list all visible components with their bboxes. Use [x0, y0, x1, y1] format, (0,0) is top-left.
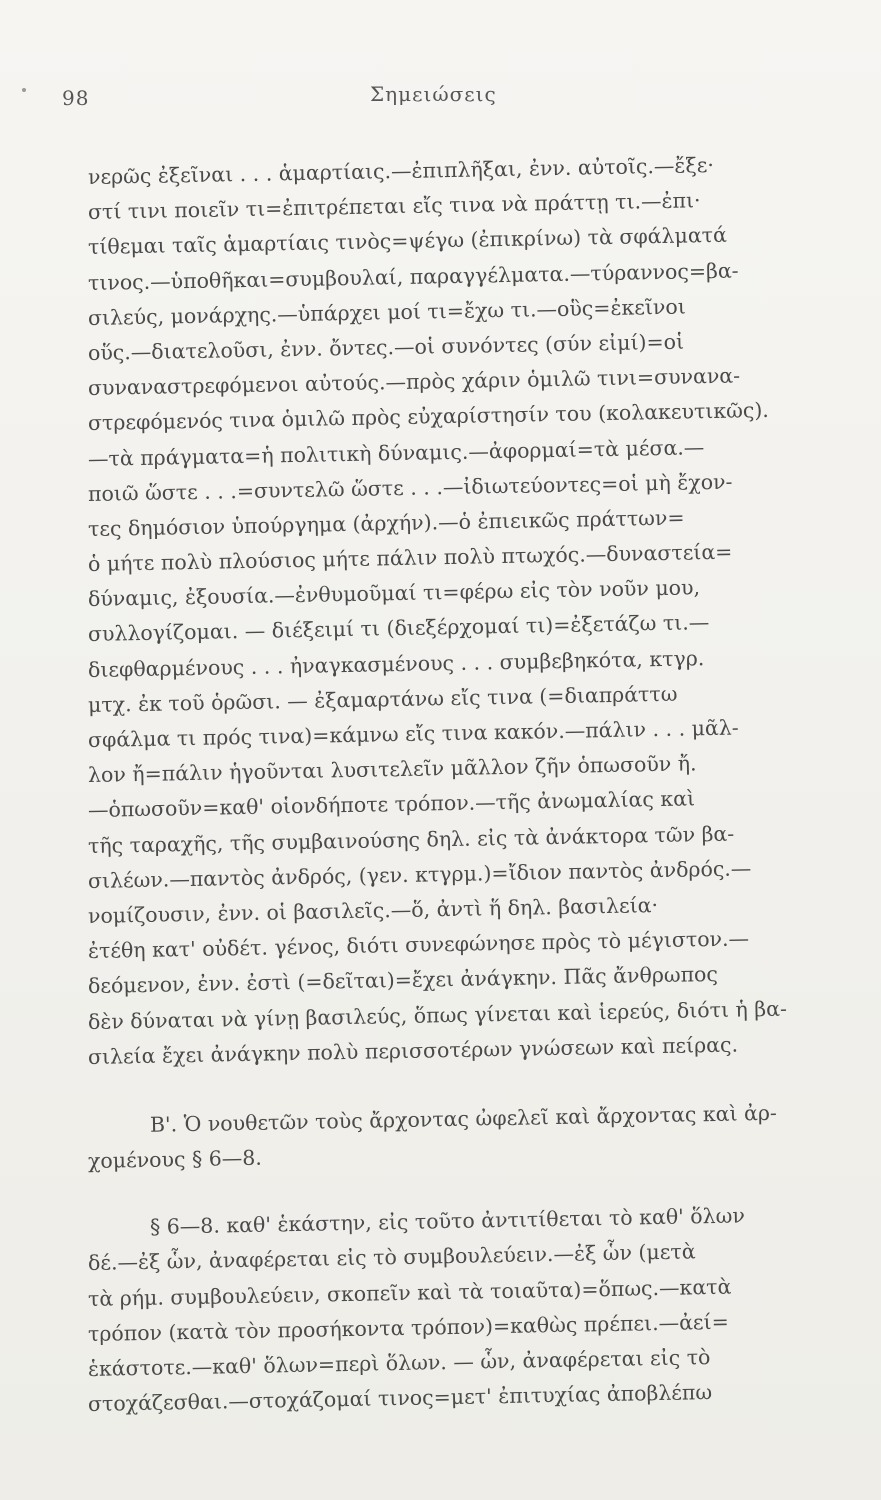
text-line: τὰ ρήμ. συμβουλεύειν, σκοπεῖν καὶ τὰ τοιαῦτα)=ὅπως.—κατὰ	[87, 1274, 732, 1311]
text-line: συναναστρεφόμενοι αὐτούς.—πρὸς χάριν ὁμιλῶ τινι=συνανα-	[87, 363, 741, 401]
text-line: ποιῶ ὥστε . . .=συντελῶ ὥστε . . .—ἰδιωτεύοντες=οἱ μὴ ἔχον-	[87, 469, 733, 506]
text-line: σιλέων.—παντὸς ἀνδρός, (γεν. κτγρμ.)=ἴδιον παντὸς ἀνδρός.—	[87, 856, 752, 893]
text-line: στί τινι ποιεῖν τι=ἐπιτρέπεται εἴς τινα νὰ πράττῃ τι.—ἐπι·	[87, 188, 701, 225]
text-line: λον ἤ=πάλιν ἡγοῦνται λυσιτελεῖν μᾶλλον ζῆν ὁπωσοῦν ἤ.	[87, 751, 697, 788]
text-line: δέ.—ἐξ ὧν, ἀναφέρεται εἰς τὸ συμβουλεύειν.—ἐξ ὧν (μετὰ	[87, 1239, 696, 1276]
text-line: τῆς ταραχῆς, τῆς συμβαινούσης δηλ. εἰς τὰ ἀνάκτορα τῶν βα-	[87, 821, 735, 858]
text-line: χομένους § 6—8.	[87, 1145, 263, 1174]
text-line: οὕς.—διατελοῦσι, ἐνν. ὄντες.—οἱ συνόντες (σύν εἰμί)=οἱ	[87, 329, 685, 365]
text-line: —ὁπωσοῦν=καθ' οἱονδήποτε τρόπον.—τῆς ἀνωμαλίας καὶ	[87, 786, 696, 823]
page-number: 98	[62, 86, 90, 110]
text-line: σιλεύς, μονάρχης.—ὑπάρχει μοί τι=ἔχω τι.—οὓς=ἐκεῖνοι	[87, 294, 686, 330]
text-line: τες δημόσιον ὑπούργημα (ἀρχήν).—ὁ ἐπιεικῶς πράττων=	[87, 505, 685, 541]
text-line: στοχάζεσθαι.—στοχάζομαί τινος=μετ' ἐπιτυχίας ἀποβλέπω	[87, 1380, 713, 1417]
margin-dot	[22, 88, 26, 92]
text-line: δὲν δύναται νὰ γίνῃ βασιλεύς, ὅπως γίνεται καὶ ἱερεύς, διότι ἡ βα-	[87, 996, 788, 1034]
text-line: νομίζουσιν, ἐνν. οἱ βασιλεῖς.—ὅ, ἀντὶ ἥ δηλ. βασιλεία·	[87, 892, 659, 928]
text-line: ὁ μήτε πολὺ πλούσιος μήτε πάλιν πολὺ πτωχός.—δυναστεία=	[87, 539, 733, 577]
running-head: Σημειώσεις	[370, 82, 497, 106]
text-line: τίθεμαι ταῖς ἁμαρτίαις τινὸς=ψέγω (ἐπικρίνω) τὰ σφάλματά	[87, 223, 728, 260]
text-line: δεόμενον, ἐνν. ἐστὶ (=δεῖται)=ἔχει ἀνάγκην. Πᾶς ἄνθρωπος	[87, 962, 719, 999]
text-line: στρεφόμενός τινα ὁμιλῶ πρὸς εὐχαρίστησίν του (κολακευτικῶς).	[87, 398, 770, 436]
text-line: § 6—8. καθ' ἑκάστην, εἰς τοῦτο ἀντιτίθεται τὸ καθ' ὅλων	[149, 1203, 746, 1240]
text-line: νερῶς ἐξεῖναι . . . ἁμαρτίαις.—ἐπιπλῆξαι, ἐνν. αὐτοῖς.—ἔξε·	[87, 152, 715, 189]
text-line: τινος.—ὑποθῆκαι=συμβουλαί, παραγγέλματα.—τύραννος=βα-	[87, 258, 739, 295]
text-line: ἑκάστοτε.—καθ' ὅλων=περὶ ὅλων. — ὧν, ἀναφέρεται εἰς τὸ	[87, 1345, 711, 1381]
text-line: σιλεία ἔχει ἀνάγκην πολὺ περισσοτέρων γνώσεων καὶ πείρας.	[87, 1032, 739, 1069]
notes-body	[87, 152, 843, 1422]
section-heading: Β'. Ὁ νουθετῶν τοὺς ἄρχοντας ὠφελεῖ καὶ ἄρχοντας καὶ ἀρ-	[149, 1100, 778, 1137]
text-line: ἐτέθη κατ' οὐδέτ. γένος, διότι συνεφώνησε πρὸς τὸ μέγιστον.—	[87, 926, 750, 964]
text-line: τρόπον (κατὰ τὸν προσήκοντα τρόπον)=καθὼς πρέπει.—ἀεί=	[87, 1309, 729, 1346]
text-line: διεφθαρμένους . . . ἠναγκασμένους . . . συμβεβηκότα, κτγρ.	[87, 645, 705, 682]
text-line: συλλογίζομαι. — διέξειμί τι (διεξέρχομαί τι)=ἐξετάζω τι.—	[87, 610, 710, 647]
text-line: σφάλμα τι πρός τινα)=κάμνω εἴς τινα κακόν.—πάλιν . . . μᾶλ-	[87, 715, 739, 752]
text-line: μτχ. ἐκ τοῦ ὁρῶσι. — ἐξαμαρτάνω εἴς τινα (=διαπράττω	[87, 681, 678, 717]
text-line: —τὰ πράγματα=ἡ πολιτικὴ δύναμις.—ἀφορμαί=τὰ μέσα.—	[87, 434, 705, 471]
text-line: δύναμις, ἐξουσία.—ἐνθυμοῦμαί τι=φέρω εἰς τὸν νοῦν μου,	[87, 575, 701, 612]
